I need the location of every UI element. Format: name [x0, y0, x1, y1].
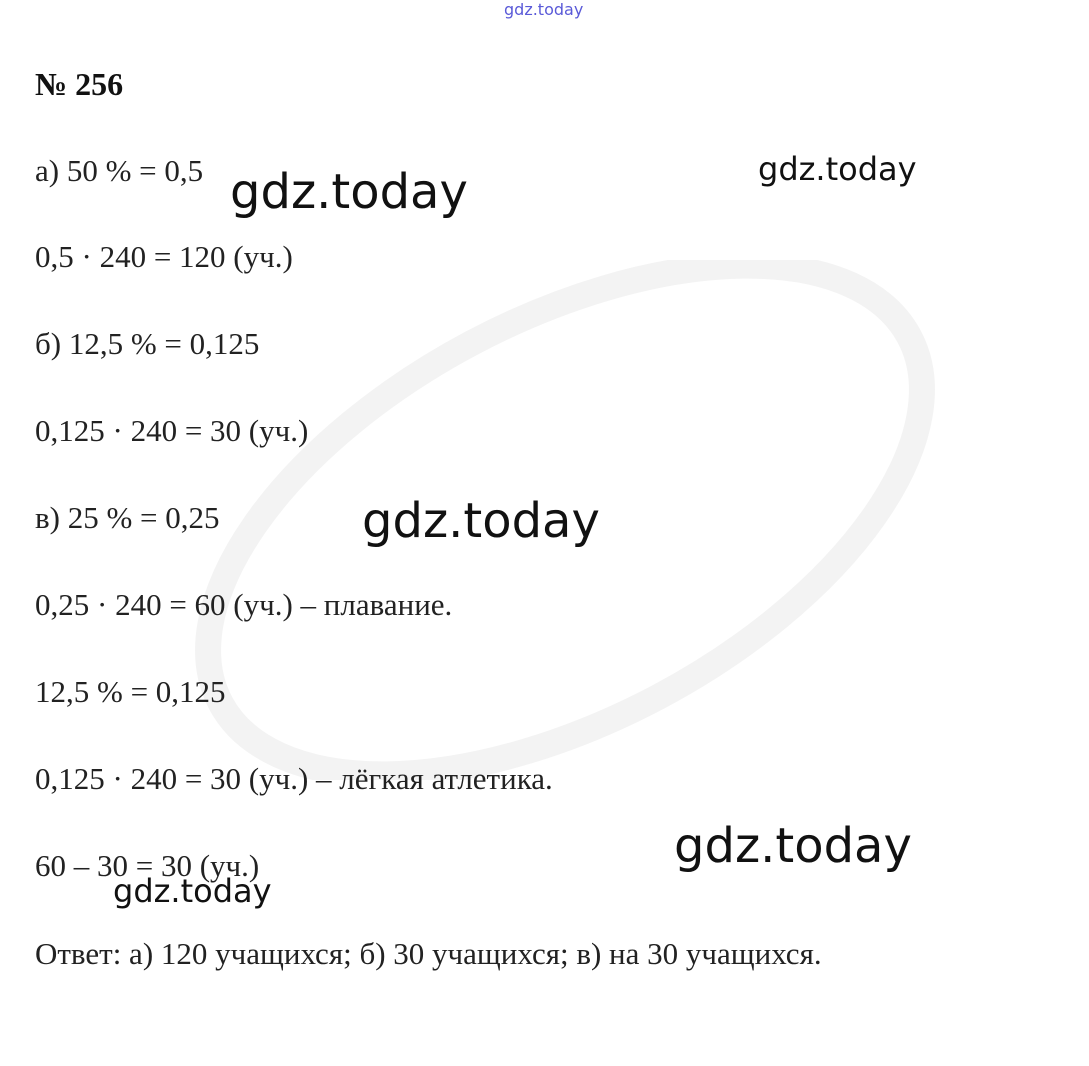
watermark-b: gdz.today: [758, 150, 917, 188]
solution-line-3: б) 12,5 % = 0,125: [35, 326, 260, 361]
watermark-e: gdz.today: [113, 872, 272, 910]
solution-line-4: 0,125 · 240 = 30 (уч.): [35, 413, 309, 448]
solution-line-7: 12,5 % = 0,125: [35, 674, 226, 709]
problem-number: № 256: [35, 66, 124, 102]
answer-line: Ответ: а) 120 учащихся; б) 30 учащихся; в) на 30 учащихся.: [35, 936, 822, 971]
solution-line-2: 0,5 · 240 = 120 (уч.): [35, 239, 293, 274]
watermark-d: gdz.today: [674, 818, 912, 874]
solution-line-9: 60 – 30 = 30 (уч.): [35, 848, 260, 883]
watermark-a: gdz.today: [230, 164, 468, 220]
solution-line-5: в) 25 % = 0,25: [35, 500, 220, 535]
solution-line-6: 0,25 · 240 = 60 (уч.) – плавание.: [35, 587, 453, 622]
watermark-top: gdz.today: [504, 0, 584, 19]
solution-line-8: 0,125 · 240 = 30 (уч.) – лёгкая атлетика.: [35, 761, 553, 796]
watermark-c: gdz.today: [362, 493, 600, 549]
solution-line-1: а) 50 % = 0,5: [35, 153, 204, 188]
